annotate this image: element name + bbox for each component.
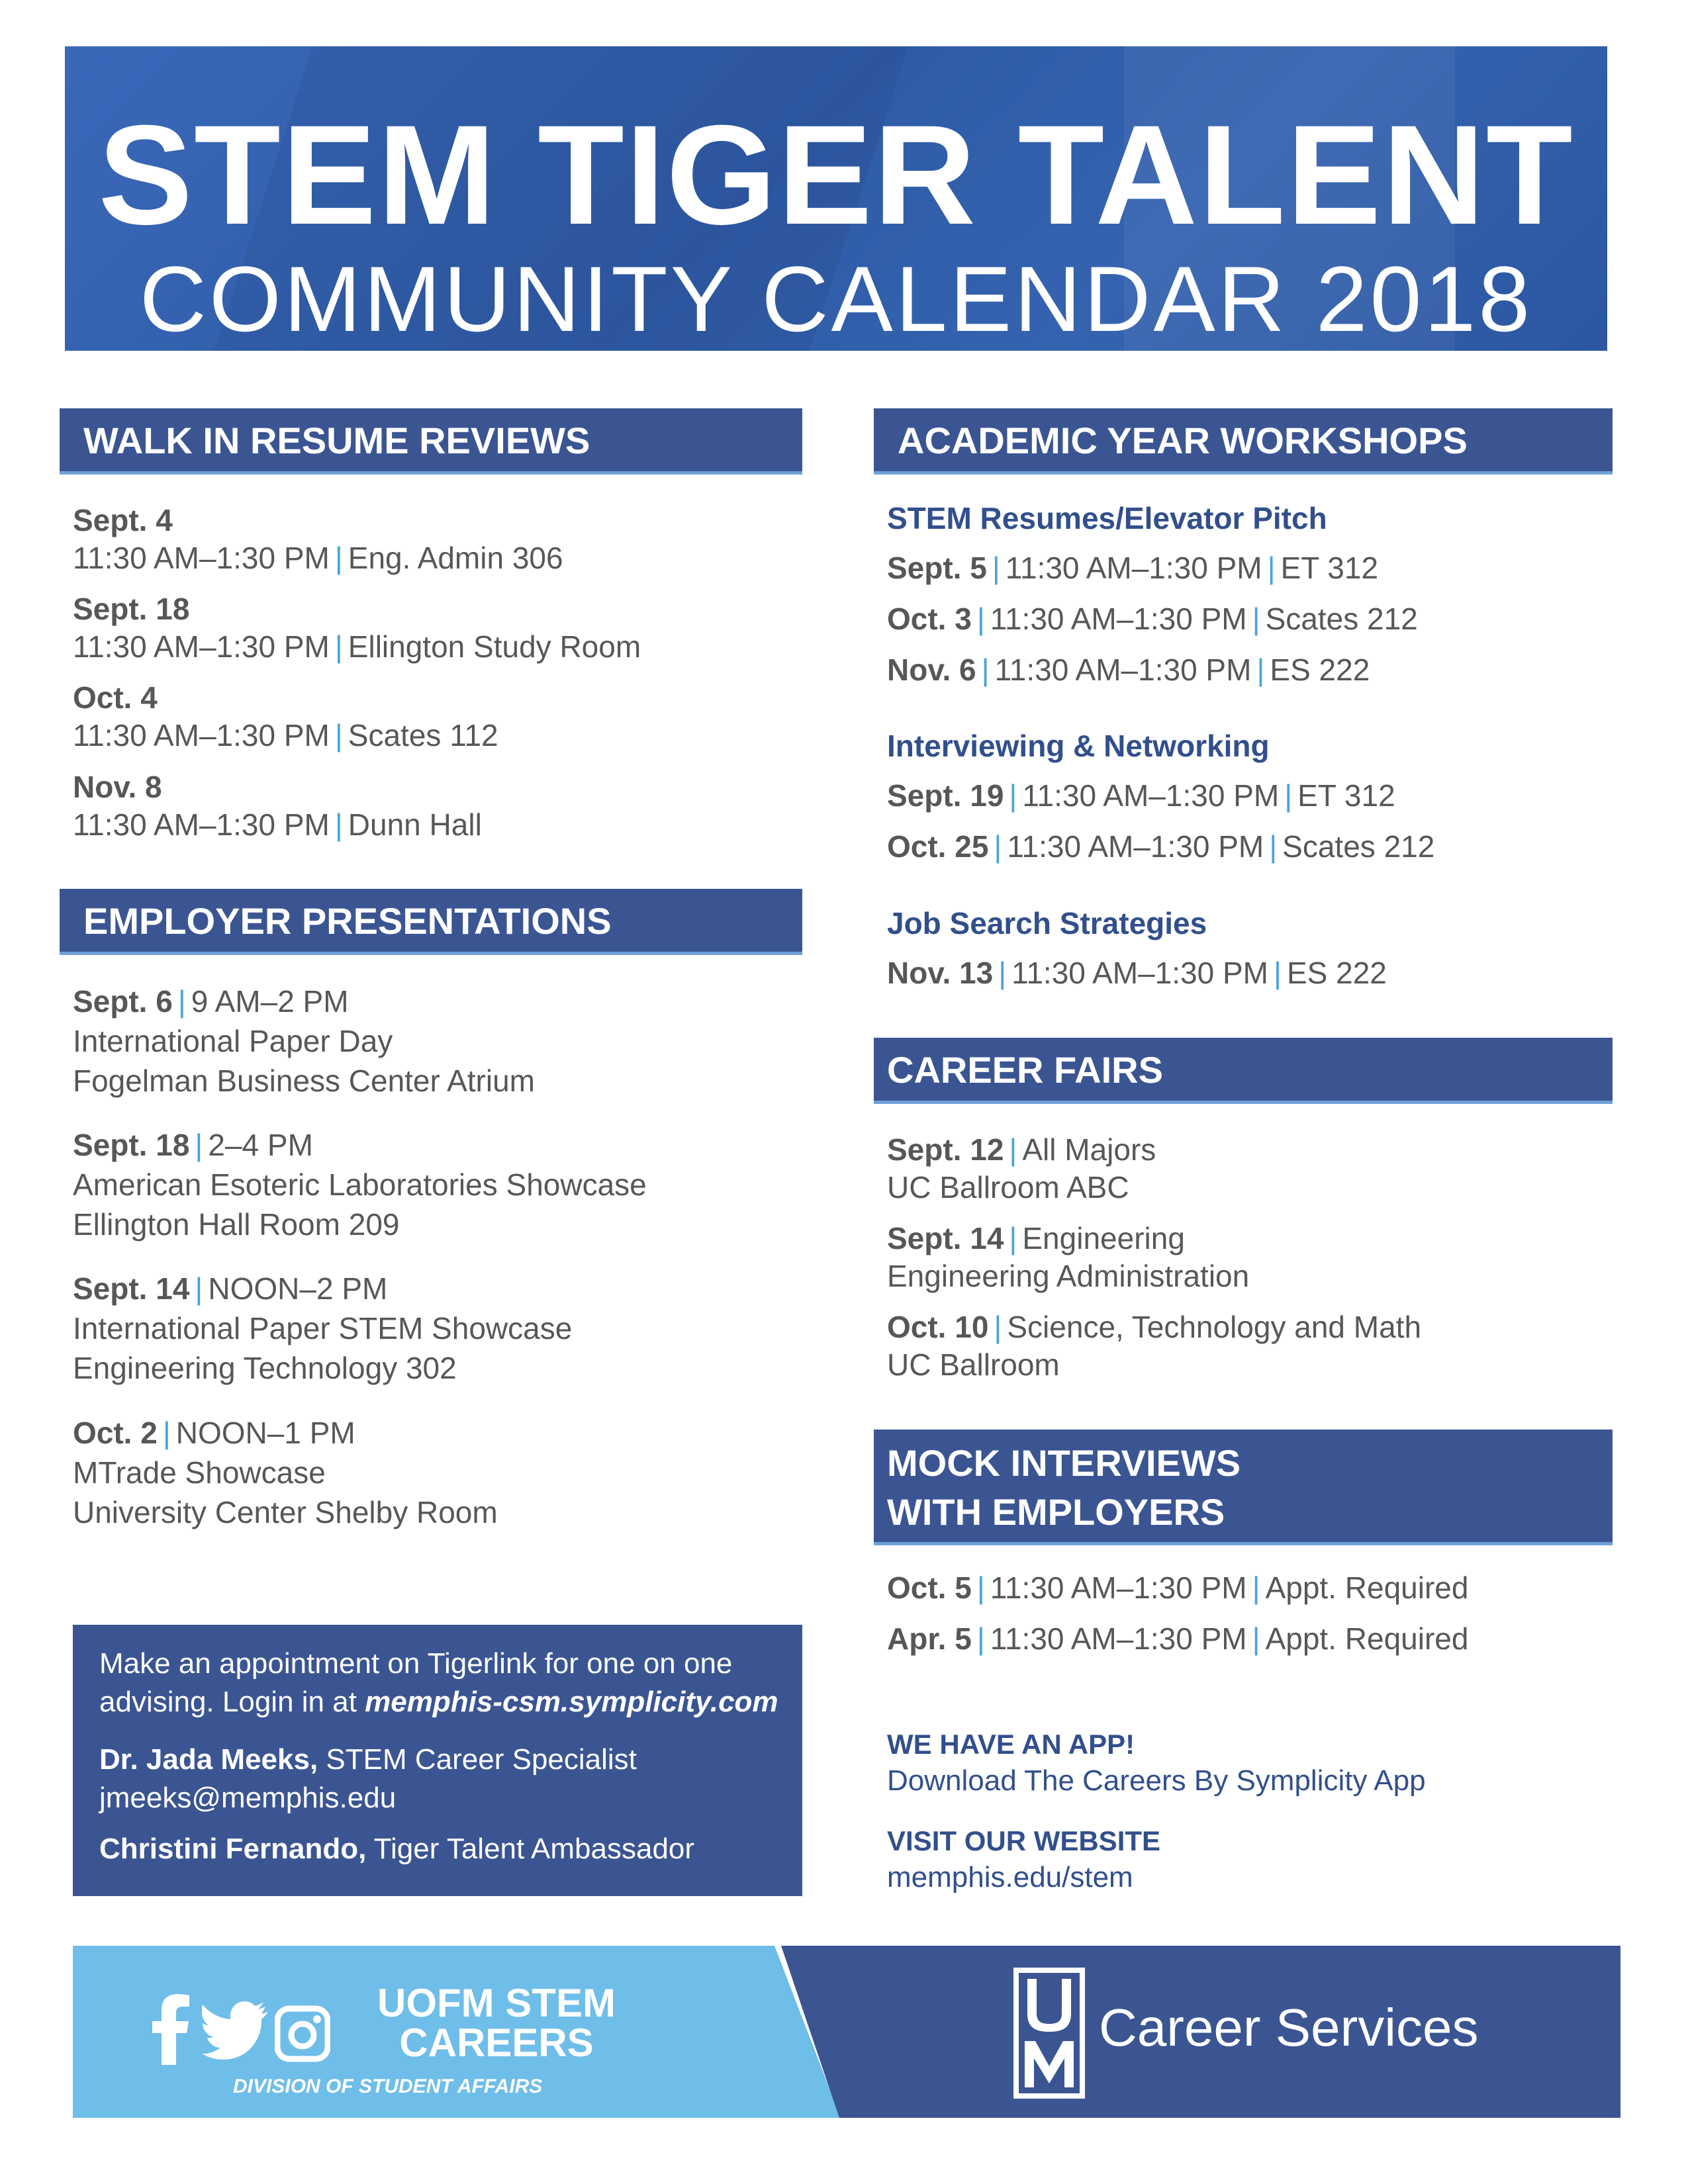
facebook-icon[interactable] <box>151 1992 191 2065</box>
fair-location: UC Ballroom <box>887 1347 1060 1382</box>
contact-line: advising. Login in at memphis-csm.symplicity.com <box>99 1686 778 1718</box>
workshop-item: Nov. 6 | 11:30 AM–1:30 PM | ES 222 <box>887 653 1370 687</box>
app-label: WE HAVE AN APP! <box>887 1729 1135 1760</box>
mock-item: Oct. 5 | 11:30 AM–1:30 PM | Appt. Required <box>887 1570 1469 1605</box>
fairs-heading: CAREER FAIRS <box>874 1038 1613 1104</box>
employer-event: International Paper STEM Showcase <box>73 1311 573 1345</box>
workshop-item: Sept. 19 | 11:30 AM–1:30 PM | ET 312 <box>887 778 1395 813</box>
workshop-group-title: Job Search Strategies <box>887 906 1207 940</box>
walk-in-date: Sept. 18 <box>73 592 190 626</box>
employer-heading: EMPLOYER PRESENTATIONS <box>60 889 802 955</box>
workshop-group-title: Interviewing & Networking <box>887 729 1270 763</box>
workshop-item: Oct. 3 | 11:30 AM–1:30 PM | Scates 212 <box>887 602 1418 636</box>
walk-in-detail: 11:30 AM–1:30 PM | Eng. Admin 306 <box>73 541 563 575</box>
website-label: VISIT OUR WEBSITE <box>887 1825 1161 1856</box>
contact-person: Dr. Jada Meeks, STEM Career Specialist <box>99 1743 637 1776</box>
workshops-heading: ACADEMIC YEAR WORKSHOPS <box>874 408 1613 475</box>
employer-location: University Center Shelby Room <box>73 1495 498 1529</box>
contact-box <box>73 1625 802 1896</box>
footer-division: DIVISION OF STUDENT AFFAIRS <box>233 2075 543 2097</box>
employer-location: Ellington Hall Room 209 <box>73 1207 400 1242</box>
employer-item: Sept. 18 | 2–4 PM <box>73 1128 313 1162</box>
fair-item: Oct. 10 | Science, Technology and Math <box>887 1310 1422 1344</box>
page-title: STEM TIGER TALENT <box>98 96 1574 254</box>
employer-location: Engineering Technology 302 <box>73 1351 457 1385</box>
career-services-text: Career Services <box>1099 1998 1479 2057</box>
employer-event: MTrade Showcase <box>73 1455 326 1490</box>
walk-in-date: Oct. 4 <box>73 680 158 715</box>
employer-location: Fogelman Business Center Atrium <box>73 1064 535 1098</box>
walk-in-date: Nov. 8 <box>73 770 162 804</box>
employer-event: International Paper Day <box>73 1024 393 1058</box>
fair-item: Sept. 12 | All Majors <box>887 1132 1156 1167</box>
employer-item: Oct. 2 | NOON–1 PM <box>73 1416 355 1450</box>
instagram-icon[interactable] <box>275 1997 330 2070</box>
footer-brand: UOFM STEM CAREERS <box>377 1981 616 2065</box>
walk-in-detail: 11:30 AM–1:30 PM | Scates 112 <box>73 718 498 752</box>
walk-in-detail: 11:30 AM–1:30 PM | Dunn Hall <box>73 807 482 842</box>
walk-in-heading: WALK IN RESUME REVIEWS <box>60 408 802 475</box>
workshop-item: Nov. 13 | 11:30 AM–1:30 PM | ES 222 <box>887 956 1387 990</box>
walk-in-detail: 11:30 AM–1:30 PM | Ellington Study Room <box>73 629 641 664</box>
fair-location: Engineering Administration <box>887 1259 1250 1293</box>
contact-person: Christini Fernando, Tiger Talent Ambassador <box>99 1833 695 1865</box>
employer-item: Sept. 14 | NOON–2 PM <box>73 1271 388 1306</box>
employer-item: Sept. 6 | 9 AM–2 PM <box>73 984 349 1019</box>
twitter-icon[interactable] <box>202 1992 268 2065</box>
page-subtitle: COMMUNITY CALENDAR 2018 <box>139 247 1533 351</box>
workshop-item: Oct. 25 | 11:30 AM–1:30 PM | Scates 212 <box>887 829 1435 864</box>
tigerlink-link[interactable]: memphis-csm.symplicity.com <box>365 1686 778 1718</box>
uofm-logo <box>1013 1967 1086 2099</box>
fair-location: UC Ballroom ABC <box>887 1170 1129 1205</box>
workshop-item: Sept. 5 | 11:30 AM–1:30 PM | ET 312 <box>887 551 1379 585</box>
website-link[interactable]: memphis.edu/stem <box>887 1861 1133 1893</box>
mock-heading: MOCK INTERVIEWS WITH EMPLOYERS <box>874 1430 1613 1545</box>
employer-event: American Esoteric Laboratories Showcase <box>73 1167 647 1202</box>
contact-email[interactable]: jmeeks@memphis.edu <box>99 1782 397 1814</box>
contact-line: Make an appointment on Tigerlink for one on one <box>99 1647 733 1680</box>
fair-item: Sept. 14 | Engineering <box>887 1221 1185 1255</box>
header-banner <box>65 46 1607 351</box>
app-download-link[interactable]: Download The Careers By Symplicity App <box>887 1764 1426 1797</box>
walk-in-date: Sept. 4 <box>73 503 173 537</box>
workshop-group-title: STEM Resumes/Elevator Pitch <box>887 501 1327 535</box>
mock-item: Apr. 5 | 11:30 AM–1:30 PM | Appt. Required <box>887 1621 1469 1656</box>
